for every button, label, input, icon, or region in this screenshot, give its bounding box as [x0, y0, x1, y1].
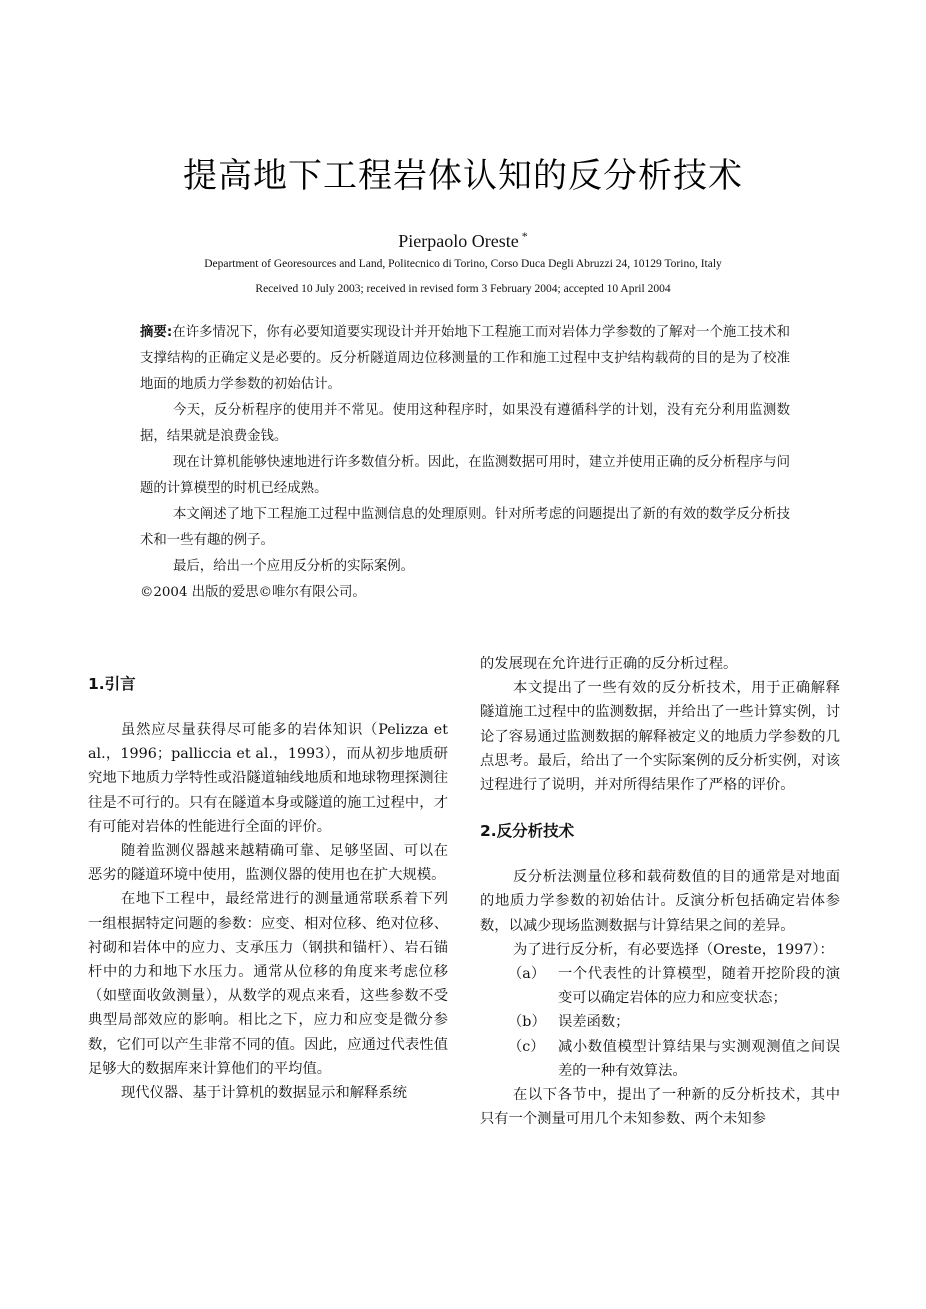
list-item-label: （b）: [508, 1014, 546, 1031]
abstract-paragraph: [140, 320, 790, 398]
list-item-text: 误差函数；: [558, 1014, 630, 1031]
list-item: [480, 962, 840, 1010]
body-paragraph: 为了进行反分析，有必要选择（Oreste，1997）：: [513, 941, 834, 958]
paper-title: 提高地下工程岩体认知的反分析技术: [183, 156, 743, 196]
abstract-paragraph: 本文阐述了地下工程施工过程中监测信息的处理原则。针对所考虑的问题提出了新的有效的数学反分析技术和一些有趣的例子。: [140, 507, 790, 548]
abstract-label: 摘要:: [140, 325, 173, 340]
body-paragraph: 反分析法测量位移和载荷数值的目的通常是对地面的地质力学参数的初始估计。反演分析包括确定岩体参数，以减少现场监测数据与计算结果之间的差异。: [480, 869, 840, 934]
author-line: [0, 229, 926, 252]
list-item-label: （c）: [508, 1038, 545, 1055]
left-column: [88, 652, 448, 1105]
abstract: [140, 320, 790, 606]
body-paragraph: 现代仪器、基于计算机的数据显示和解释系统: [121, 1085, 407, 1102]
body-paragraph: 在地下工程中，最经常进行的测量通常联系着下列一组根据特定问题的参数：应变、相对位移、绝对位移、衬砌和岩体中的应力、支承压力（钢拱和锚杆）、岩石锚杆中的力和地下水压力。通常从位移的角度来考虑位移（如壁面收敛测量），从数学的观点来看，这些参数不受典型局部效应的影响。相比之下，应力和应变是微分参数，它们可以产生非常不同的值。因此，应通过代表性值足够大的数据库来计算他们的平均值。: [88, 891, 448, 1077]
body-paragraph: 的发展现在允许进行正确的反分析过程。: [480, 656, 738, 672]
affiliation: Department of Georesources and Land, Politecnico di Torino, Corso Duca Degli Abruzzi 24, 10129 Torino, Italy: [204, 258, 722, 270]
section-heading-back-analysis: 2.反分析技术: [480, 822, 575, 841]
list-item: [480, 1035, 840, 1083]
abstract-paragraph: 现在计算机能够快速地进行许多数值分析。因此，在监测数据可用时，建立并使用正确的反分析程序与问题的计算模型的时机已经成熟。: [140, 455, 790, 496]
right-column: [480, 652, 840, 1131]
list-item-text: 减小数值模型计算结果与实测观测值之间误差的一种有效算法。: [558, 1038, 840, 1079]
section-heading-introduction: 1.引言: [88, 675, 136, 693]
body-paragraph: 随着监测仪器越来越精确可靠、足够坚固、可以在恶劣的隧道环境中使用，监测仪器的使用也在扩大规模。: [88, 843, 448, 884]
list-item: [480, 1010, 840, 1034]
abstract-paragraph: 今天，反分析程序的使用并不常见。使用这种程序时，如果没有遵循科学的计划，没有充分利用监测数据，结果就是浪费金钱。: [140, 403, 790, 444]
body-paragraph: 虽然应尽量获得尽可能多的岩体知识（Pelizza et al.，1996；palliccia et al.，1993），而从初步地质研究地下地质力学特性或沿隧道轴线地质和地球物理探测往往是不可行的。只有在隧道本身或隧道的施工过程中，才有可能对岩体的性能进行全面的评价。: [88, 722, 448, 835]
abstract-paragraph: 最后，给出一个应用反分析的实际案例。: [173, 559, 415, 574]
list-item-label: （a）: [508, 966, 546, 983]
body-paragraph: 在以下各节中，提出了一种新的反分析技术，其中只有一个测量可用几个未知参数、两个未知参: [480, 1087, 840, 1128]
body-paragraph: 本文提出了一些有效的反分析技术，用于正确解释隧道施工过程中的监测数据，并给出了一些计算实例，讨论了容易通过监测数据的解释被定义的地质力学参数的几点思考。最后，给出了一个实际案例的反分析实例，对该过程进行了说明，并对所得结果作了严格的评价。: [480, 680, 840, 794]
received-dates: Received 10 July 2003; received in revised form 3 February 2004; accepted 10 April 2004: [255, 283, 671, 295]
author-footnote-mark[interactable]: *: [521, 229, 528, 243]
list-item-text: 一个代表性的计算模型，随着开挖阶段的演变可以确定岩体的应力和应变状态；: [558, 966, 840, 1007]
abstract-text: 在许多情况下，你有必要知道要实现设计并开始地下工程施工而对岩体力学参数的了解对一个施工技术和支撑结构的正确定义是必要的。反分析隧道周边位移测量的工作和施工过程中支护结构载荷的目的是为了校准地面的地质力学参数的初始估计。: [140, 325, 790, 392]
author-name: Pierpaolo Oreste: [398, 231, 519, 251]
copyright-notice: ©2004 出版的爱思©唯尔有限公司。: [140, 585, 366, 600]
